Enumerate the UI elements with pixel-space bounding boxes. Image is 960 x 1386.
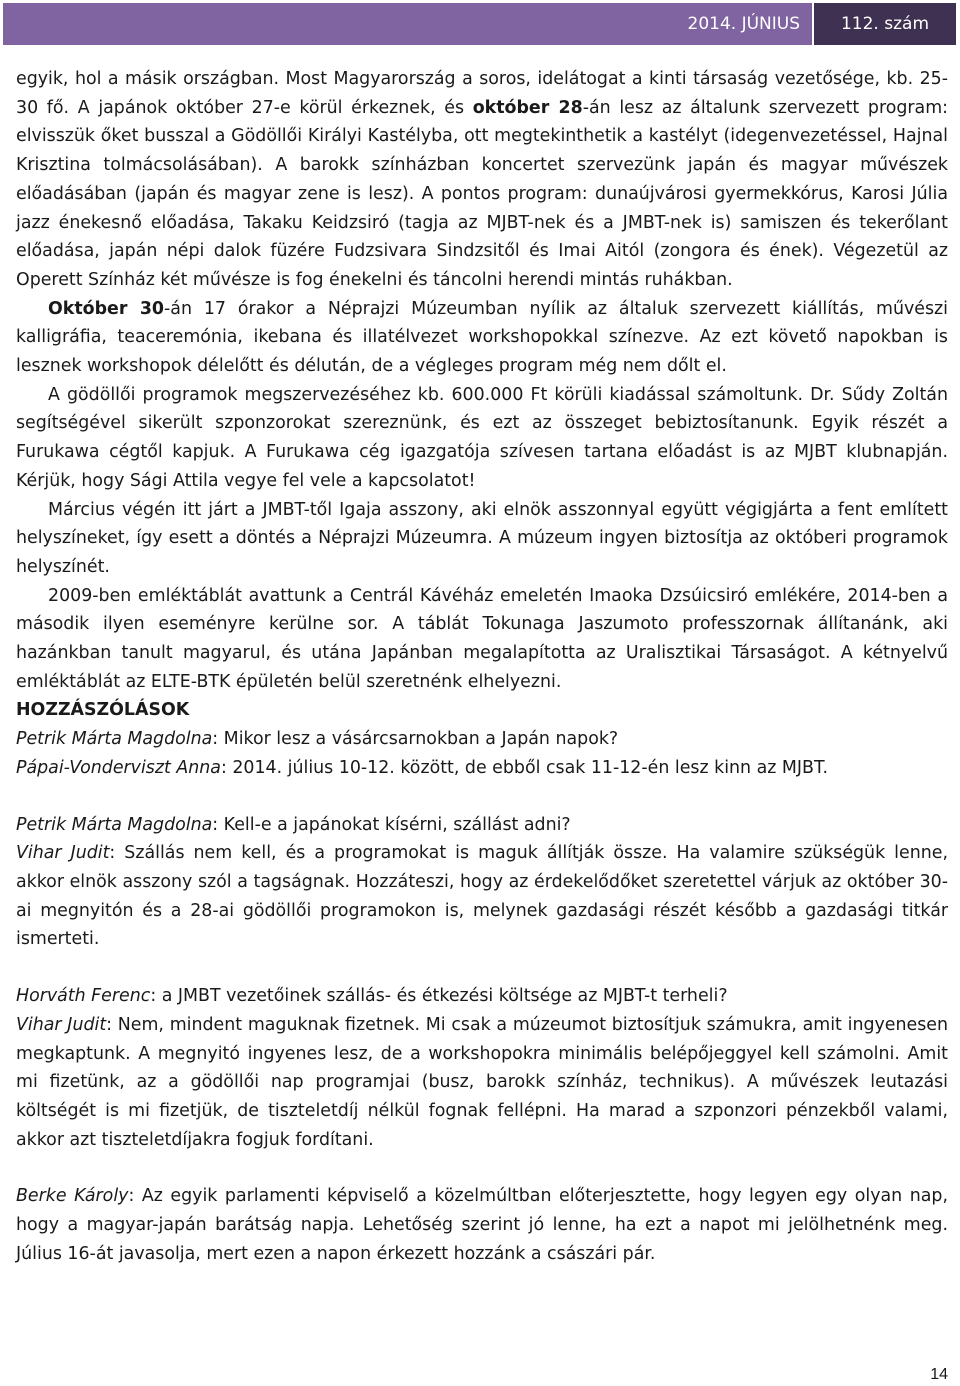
comment-speaker: Horváth Ferenc [16, 986, 151, 1007]
paragraph-1 [16, 65, 948, 295]
page-header [3, 3, 956, 45]
spacer [16, 1154, 948, 1182]
header-issue: 112. szám [812, 3, 956, 45]
comment-speaker: Berke Károly [16, 1186, 129, 1207]
comment-text: : a JMBT vezetőinek szállás- és étkezési költsége az MJBT-t terheli? [150, 986, 728, 1007]
comment-speaker: Vihar Judit [16, 1014, 107, 1035]
article-body [16, 65, 948, 1268]
comment [16, 811, 948, 840]
comment-text: : 2014. július 10-12. között, de ebből csak 11-12-én lesz kinn az MJBT. [220, 757, 829, 778]
section-heading: HOZZÁSZÓLÁSOK [16, 700, 190, 721]
paragraph-5: 2009-ben emléktáblát avattunk a Centrál Kávéház emeletén Imaoka Dzsúicsiró emlékére, 2014-ben a második ilyen eseményre kerülne sor. A táblát Tokunaga Jaszumoto professzornak állítanánk, aki hazánkban tanult magyarul, és utána Japánban megalapította az Uralisztikai Társaságot. A kétnyelvű emléktáblát az ELTE-BTK épületén belül szeretnénk elhelyezni. [16, 585, 948, 692]
comment-speaker: Pápai-Vonderviszt Anna [16, 757, 221, 778]
paragraph-4: Március végén itt járt a JMBT-től Igaja asszony, aki elnök asszonnyal együtt végigjárta a fent említett helyszíneket, így esett a döntés a Néprajzi Múzeumra. A múzeum ingyen biztosítja az októberi programok helyszínét. [16, 499, 948, 577]
comment-text: : Kell-e a japánokat kísérni, szállást adni? [212, 814, 571, 835]
comment-speaker: Petrik Márta Magdolna [16, 729, 213, 750]
header-date: 2014. JÚNIUS [3, 3, 812, 45]
comment [16, 725, 948, 754]
comment-speaker: Petrik Márta Magdolna [16, 814, 213, 835]
comment [16, 839, 948, 954]
comment [16, 754, 948, 783]
paragraph-1-bold: október 28 [472, 97, 583, 118]
comment [16, 1182, 948, 1268]
comment-text: : Szállás nem kell, és a programokat is maguk állítják össze. Ha valamire szükségük lenne, akkor elnök asszony szól a tagságnak. Hozzáteszi, hogy az érdekelődőket szeretettel várjuk az október 30-ai megnyitón és a 28-ai gödöllői programokon is, melynek gazdasági részét később a gazdasági titkár ismerteti. [16, 843, 948, 950]
paragraph-2-bold: Október 30 [48, 298, 165, 319]
paragraph-1-text-a: egyik, hol a másik országban. Most Magyarország a soros, idelátogat a kinti társaság vezetősége, kb. 25-30 fő. A japánok október 27-e körül érkeznek, és [16, 69, 948, 118]
paragraph-1-text-b: -án lesz az általunk szervezett program: elvisszük őket busszal a Gödöllői Királyi Kastélyba, ott megtekinthetik a kastélyt (idegenvezetéssel, Hajnal Krisztina tolmácsolásában). A barokk színházban koncertet szervezünk japán és magyar művészek előadásában (japán és magyar zene is lesz). A pontos program: dunaújvárosi gyermekkórus, Karosi Júlia jazz énekesnő előadása, Takaku Keidzsiró (tagja az MJBT-nek és a JMBT-nek is) samiszen és tekerőlant előadása, japán népi dalok füzére Fudzsivara Sindzsitől és Imai Aitól (zongora és ének). Végezetül az Operett Színház két művésze is fog énekelni és táncolni herendi mintás ruhákban. [16, 97, 948, 290]
comment-speaker: Vihar Judit [16, 843, 110, 864]
paragraph-3: A gödöllői programok megszervezéséhez kb. 600.000 Ft körüli kiadással számoltunk. Dr. Sűdy Zoltán segítségével sikerült szponzorokat szereznünk, és ezt az összeget bebiztosítanunk. Egyik részét a Furukawa cégtől kapjuk. A Furukawa cég igazgatója szívesen tartana előadást is az MJBT klubnapján. Kérjük, hogy Sági Attila vegye fel vele a kapcsolatot! [16, 384, 948, 491]
comment [16, 1011, 948, 1155]
comment-text: : Az egyik parlamenti képviselő a közelmúltban előterjesztette, hogy legyen egy olyan nap, hogy a magyar-japán barátság napja. Lehetőség szerint jó lenne, ha ezt a napot mi jelölhetnénk meg. Július 16-át javasolja, mert ezen a napon érkezett hozzánk a császári pár. [16, 1186, 948, 1264]
comment-text: : Nem, mindent maguknak fizetnek. Mi csak a múzeumot biztosítjuk számukra, amit ingyenesen megkaptunk. A megnyitó ingyenes lesz, de a workshopokra minimális belépőjeggyel kell számolni. Amit mi fizetünk, az a gödöllői nap programjai (busz, barokk színház, technikus). A művészek leutazási költségét is mi fizetjük, de tiszteletdíj nélkül fognak fellépni. Ha marad a szponzori pénzekből valami, akkor azt tiszteletdíjakra fogjuk fordítani. [16, 1014, 948, 1150]
paragraph-2-text: -án 17 órakor a Néprajzi Múzeumban nyílik az általuk szervezett kiállítás, művészi kalligráfia, teaceremónia, ikebana és illatélvezet workshopokkal színezve. Az ezt követő napokban is lesznek workshopok délelőtt és délután, de a végleges program még nem dőlt el. [16, 298, 948, 377]
comment-text: : Mikor lesz a vásárcsarnokban a Japán napok? [212, 729, 619, 750]
spacer [16, 783, 948, 811]
paragraph-2 [16, 295, 948, 381]
spacer [16, 954, 948, 982]
page-number: 14 [930, 1366, 948, 1383]
comment [16, 982, 948, 1011]
